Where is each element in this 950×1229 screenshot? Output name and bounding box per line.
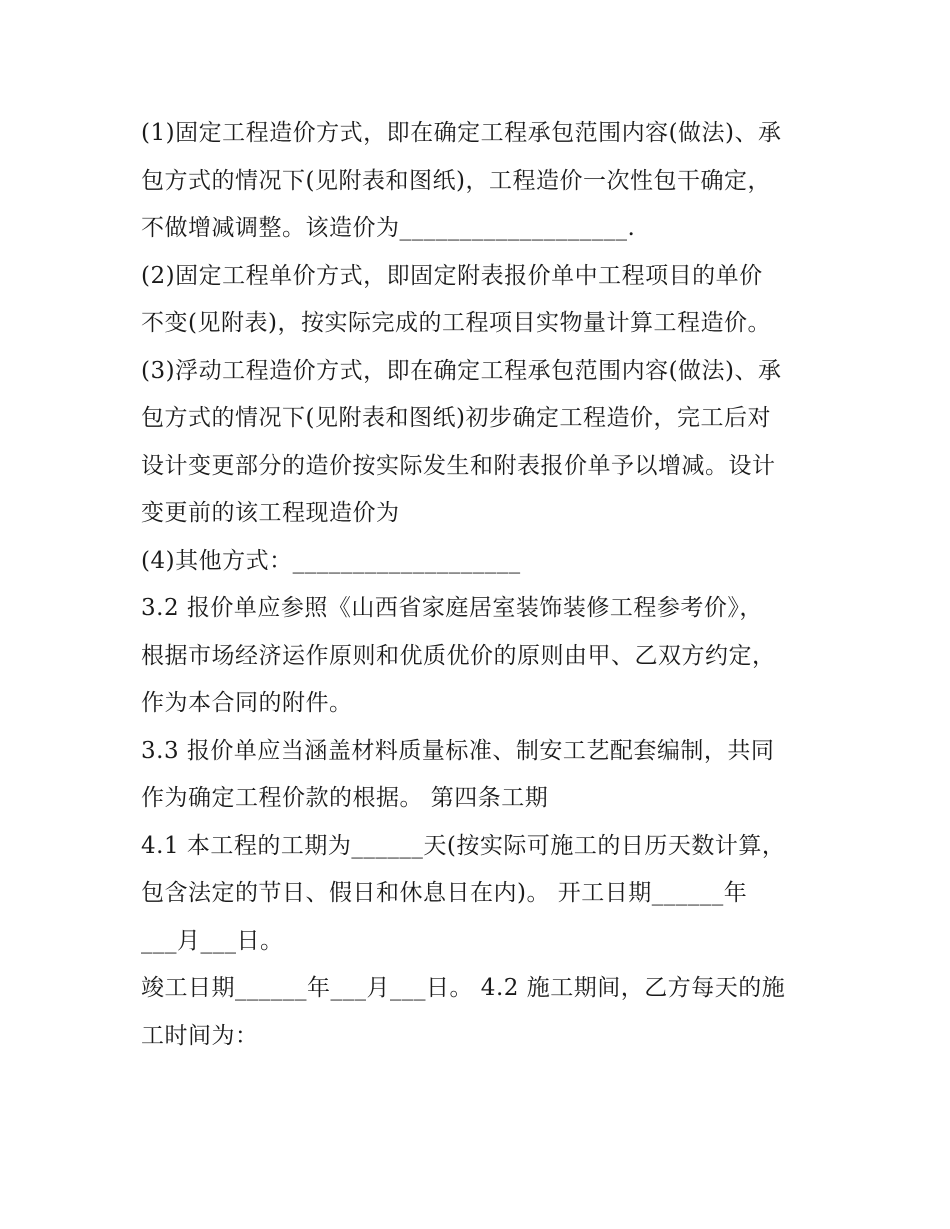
text-line: 作为确定工程价款的根据。 第四条工期 <box>141 785 549 811</box>
text-line: 设计变更部分的造价按实际发生和附表报价单予以增减。设计 <box>141 452 776 479</box>
text-line: 包方式的情况下(见附表和图纸)，工程造价一次性包干确定， <box>141 167 771 194</box>
text-line: 4.1 本工程的工期为______天(按实际可施工的日历天数计算， <box>141 832 786 859</box>
text-line: 工时间为： <box>141 1022 259 1049</box>
text-line: 作为本合同的附件。 <box>141 690 353 716</box>
text-line: (4)其他方式：___________________ <box>141 547 521 574</box>
text-line: 不变(见附表)，按实际完成的工程项目实物量计算工程造价。 <box>141 310 771 336</box>
text-line: ___月___日。 <box>141 927 284 954</box>
text-line: 不做增减调整。该造价为___________________. <box>141 215 636 241</box>
text-line: 3.2 报价单应参照《山西省家庭居室装饰装修工程参考价》， <box>141 595 763 621</box>
text-line: 包方式的情况下(见附表和图纸)初步确定工程造价，完工后对 <box>141 405 771 431</box>
text-line: 根据市场经济运作原则和优质优价的原则由甲、乙双方约定， <box>141 642 776 669</box>
text-line: (3)浮动工程造价方式，即在确定工程承包范围内容(做法)、承 <box>141 357 782 384</box>
contract-text <box>141 110 821 1060</box>
text-line: 变更前的该工程现造价为 <box>141 500 400 526</box>
text-line: 3.3 报价单应当涵盖材料质量标准、制安工艺配套编制，共同 <box>141 737 775 764</box>
text-line: (1)固定工程造价方式，即在确定工程承包范围内容(做法)、承 <box>141 120 782 146</box>
text-line: (2)固定工程单价方式，即固定附表报价单中工程项目的单价 <box>141 262 763 289</box>
text-line: 竣工日期______年___月___日。 4.2 施工期间，乙方每天的施 <box>141 975 786 1001</box>
text-line: 包含法定的节日、假日和休息日在内)。 开工日期______年 <box>141 880 748 906</box>
